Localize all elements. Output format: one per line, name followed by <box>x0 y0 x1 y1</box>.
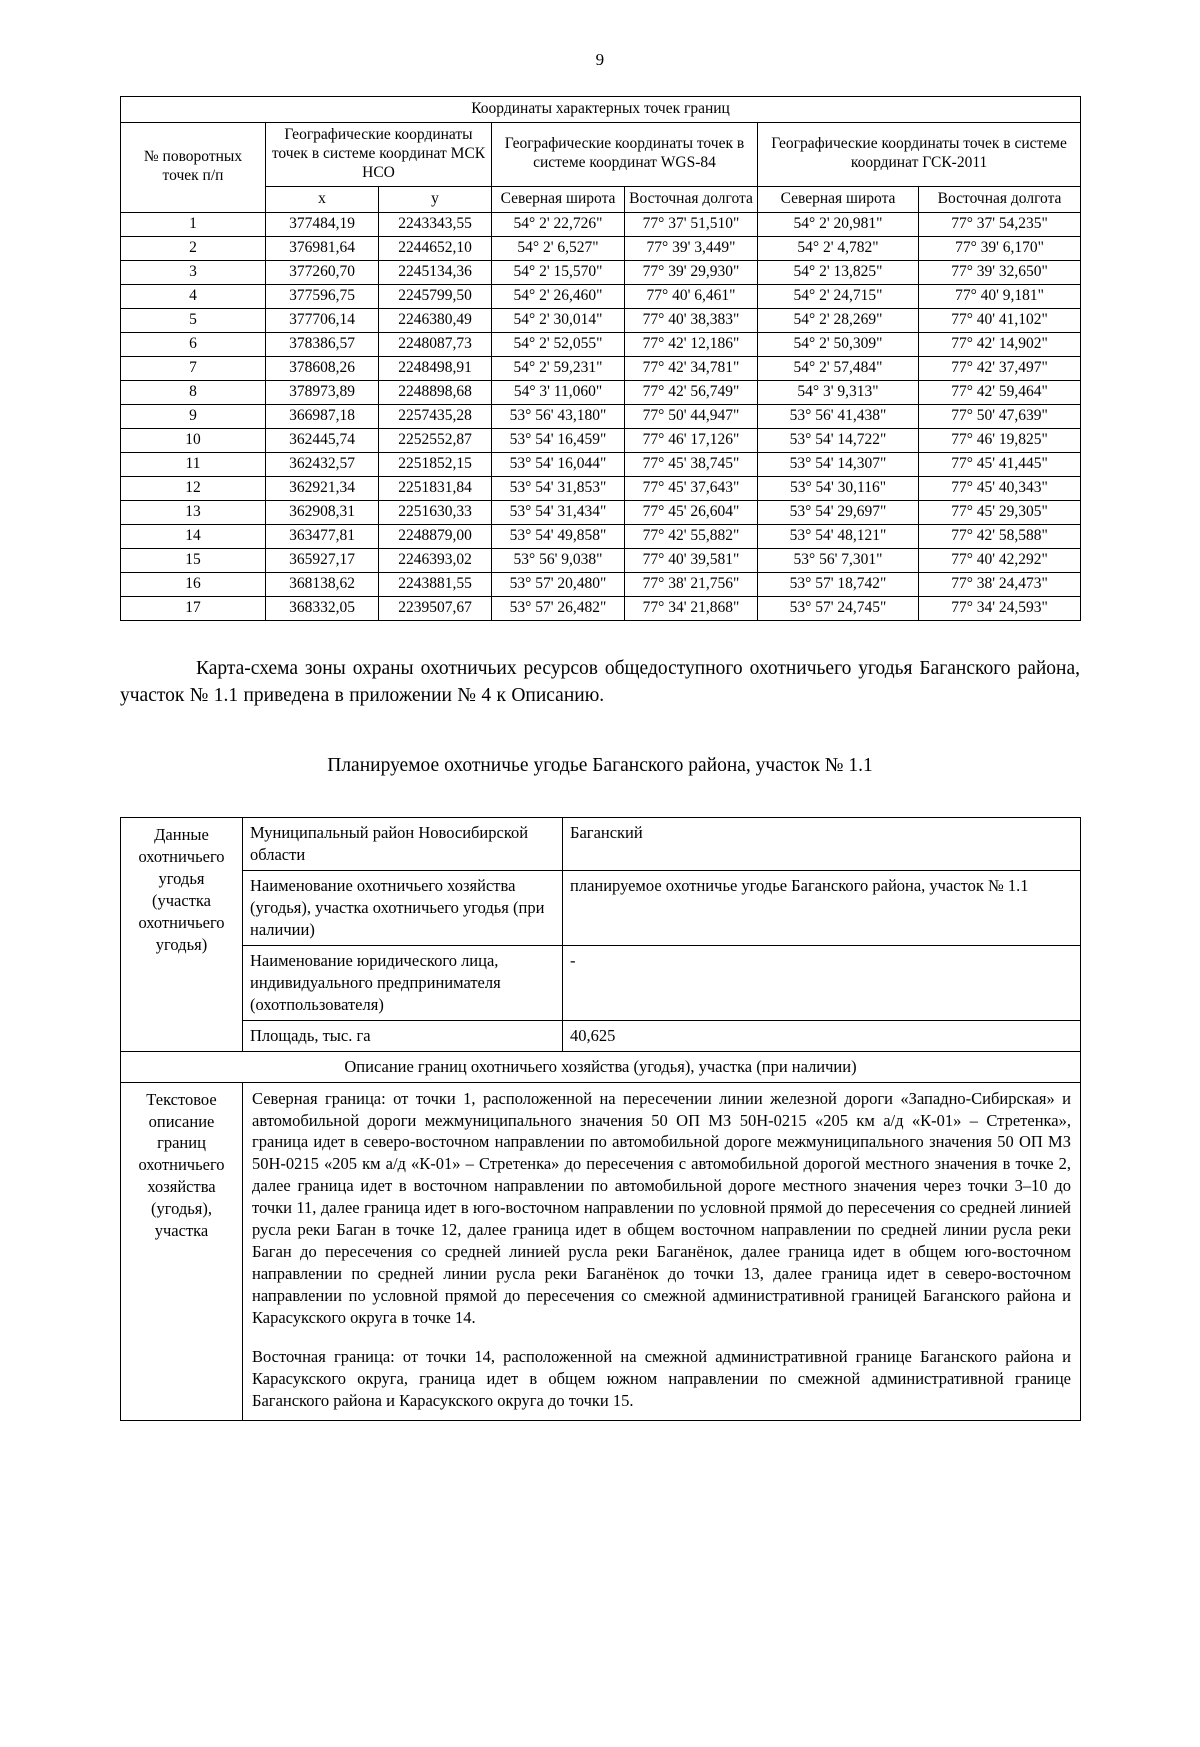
table-row <box>121 380 1081 404</box>
border-description-paragraph-east: Восточная граница: от точки 14, расположенной на смежной административной границе Баганского района и Карасукского округа, граница идет в общем южном направлении по смежной административной границе Баганского района и Карасукского округа до точки 15. <box>252 1346 1071 1410</box>
cell-point-number: 8 <box>121 380 266 404</box>
info-spanning-header: Описание границ охотничьего хозяйства (угодья), участка (при наличии) <box>121 1051 1081 1082</box>
header-gsk-latitude: Северная широта <box>758 186 919 212</box>
cell-gsk-lat: 53° 54' 30,116" <box>758 476 919 500</box>
cell-gsk-lon: 77° 34' 24,593" <box>919 596 1081 620</box>
coordinate-table-container <box>120 96 1080 621</box>
cell-gsk-lat: 54° 2' 57,484" <box>758 356 919 380</box>
hunting-ground-info-table <box>120 817 1081 1421</box>
cell-wgs-lat: 53° 54' 16,044" <box>492 452 625 476</box>
cell-msk-y: 2251852,15 <box>379 452 492 476</box>
table-row <box>121 548 1081 572</box>
cell-point-number: 9 <box>121 404 266 428</box>
info-value-ground-name: планируемое охотничье угодье Баганского района, участок № 1.1 <box>563 871 1081 946</box>
cell-msk-y: 2248498,91 <box>379 356 492 380</box>
border-description-paragraph-north: Северная граница: от точки 1, расположенной на пересечении линии железной дороги «Западно-Сибирская» и автомобильной дороги межмуниципального значения 50 ОП МЗ 50Н-0215 «205 км а/д «К-01» – Стретенка», граница идет в северо-восточном направлении по автомобильной дороге межмуниципального значения 50 ОП МЗ 50Н-0215 «205 км а/д «К-01» – Стретенка» до пересечения с автомобильной дорогой местного значения в точке 2, далее граница идет в восточном направлении по автомобильной дороге местного значения через точки 3–10 до точки 11, далее граница идет в юго-восточном направлении по условной прямой до пересечения со средней линией русла реки Баган в точке 12, далее граница идет в общем восточном направлении по средней линии русла реки Баган до пересечения со средней линией русла реки Баганёнок, далее граница идет в общем юго-восточном направлении по средней линии русла реки Баганёнок до точки 13, далее граница идет в северо-восточном направлении по условной прямой до пересечения со смежной административной границей Баганского района и Карасукского округа в точке 14. <box>252 1088 1071 1327</box>
table-row <box>121 524 1081 548</box>
cell-gsk-lat: 53° 54' 29,697" <box>758 500 919 524</box>
header-point-number: № поворотных точек п/п <box>121 122 266 212</box>
cell-wgs-lat: 54° 2' 6,527" <box>492 236 625 260</box>
map-scheme-paragraph: Карта-схема зоны охраны охотничьих ресурсов общедоступного охотничьего угодья Баганского района, участок № 1.1 приведена в приложении № 4 к Описанию. <box>120 657 1080 707</box>
cell-gsk-lon: 77° 40' 41,102" <box>919 308 1081 332</box>
cell-msk-x: 368138,62 <box>266 572 379 596</box>
cell-wgs-lon: 77° 42' 34,781" <box>625 356 758 380</box>
cell-msk-x: 363477,81 <box>266 524 379 548</box>
cell-msk-y: 2251630,33 <box>379 500 492 524</box>
cell-point-number: 16 <box>121 572 266 596</box>
cell-gsk-lon: 77° 37' 54,235" <box>919 212 1081 236</box>
info-row <box>121 871 1081 946</box>
cell-gsk-lat: 53° 54' 48,121" <box>758 524 919 548</box>
cell-wgs-lat: 54° 2' 15,570" <box>492 260 625 284</box>
cell-point-number: 5 <box>121 308 266 332</box>
cell-wgs-lon: 77° 45' 37,643" <box>625 476 758 500</box>
info-key-legal-entity: Наименование юридического лица, индивидуального предпринимателя (охотпользователя) <box>243 945 563 1020</box>
cell-msk-x: 377596,75 <box>266 284 379 308</box>
table-row <box>121 284 1081 308</box>
cell-point-number: 11 <box>121 452 266 476</box>
cell-wgs-lat: 53° 57' 26,482" <box>492 596 625 620</box>
table-header-row-group <box>121 122 1081 186</box>
cell-wgs-lon: 77° 39' 29,930" <box>625 260 758 284</box>
cell-gsk-lon: 77° 38' 24,473" <box>919 572 1081 596</box>
section-title: Планируемое охотничье угодье Баганского района, участок № 1.1 <box>327 754 873 776</box>
coordinate-table-body <box>121 212 1081 620</box>
cell-gsk-lon: 77° 42' 59,464" <box>919 380 1081 404</box>
cell-gsk-lon: 77° 42' 58,588" <box>919 524 1081 548</box>
info-row <box>121 945 1081 1020</box>
cell-msk-y: 2246393,02 <box>379 548 492 572</box>
cell-wgs-lon: 77° 46' 17,126" <box>625 428 758 452</box>
coordinate-table-caption: Координаты характерных точек границ <box>121 97 1081 123</box>
info-table-container <box>120 817 1080 1421</box>
cell-msk-x: 362921,34 <box>266 476 379 500</box>
table-caption-row <box>121 97 1081 123</box>
cell-gsk-lat: 53° 54' 14,722" <box>758 428 919 452</box>
cell-gsk-lat: 53° 57' 24,745" <box>758 596 919 620</box>
cell-point-number: 12 <box>121 476 266 500</box>
info-key-municipal-district: Муниципальный район Новосибирской области <box>243 818 563 871</box>
cell-msk-y: 2243343,55 <box>379 212 492 236</box>
coordinate-table-head <box>121 97 1081 213</box>
table-row <box>121 500 1081 524</box>
cell-msk-x: 362432,57 <box>266 452 379 476</box>
table-row <box>121 212 1081 236</box>
cell-wgs-lat: 54° 2' 52,055" <box>492 332 625 356</box>
cell-gsk-lat: 53° 54' 14,307" <box>758 452 919 476</box>
cell-wgs-lon: 77° 38' 21,756" <box>625 572 758 596</box>
cell-gsk-lon: 77° 50' 47,639" <box>919 404 1081 428</box>
table-row <box>121 356 1081 380</box>
cell-wgs-lon: 77° 45' 26,604" <box>625 500 758 524</box>
cell-msk-y: 2257435,28 <box>379 404 492 428</box>
cell-wgs-lat: 53° 57' 20,480" <box>492 572 625 596</box>
info-row <box>121 1020 1081 1051</box>
cell-gsk-lat: 53° 56' 41,438" <box>758 404 919 428</box>
header-gsk2011: Географические координаты точек в системе координат ГСК-2011 <box>758 122 1081 186</box>
cell-wgs-lat: 53° 54' 16,459" <box>492 428 625 452</box>
cell-point-number: 14 <box>121 524 266 548</box>
page-number: 9 <box>595 50 605 69</box>
cell-msk-x: 378386,57 <box>266 332 379 356</box>
table-row <box>121 596 1081 620</box>
cell-msk-y: 2245134,36 <box>379 260 492 284</box>
cell-msk-y: 2243881,55 <box>379 572 492 596</box>
header-msk-nso: Географические координаты точек в системе координат МСК НСО <box>266 122 492 186</box>
cell-gsk-lat: 54° 2' 28,269" <box>758 308 919 332</box>
cell-msk-x: 378608,26 <box>266 356 379 380</box>
header-wgs84: Географические координаты точек в системе координат WGS-84 <box>492 122 758 186</box>
cell-point-number: 10 <box>121 428 266 452</box>
cell-wgs-lon: 77° 42' 56,749" <box>625 380 758 404</box>
cell-msk-y: 2248879,00 <box>379 524 492 548</box>
cell-wgs-lat: 53° 54' 31,853" <box>492 476 625 500</box>
cell-wgs-lat: 54° 3' 11,060" <box>492 380 625 404</box>
header-wgs-longitude: Восточная долгота <box>625 186 758 212</box>
cell-point-number: 3 <box>121 260 266 284</box>
header-y: у <box>379 186 492 212</box>
cell-wgs-lon: 77° 40' 39,581" <box>625 548 758 572</box>
cell-gsk-lat: 54° 3' 9,313" <box>758 380 919 404</box>
cell-msk-x: 377706,14 <box>266 308 379 332</box>
cell-msk-y: 2248087,73 <box>379 332 492 356</box>
info-row <box>121 818 1081 871</box>
cell-wgs-lon: 77° 42' 55,882" <box>625 524 758 548</box>
cell-msk-x: 365927,17 <box>266 548 379 572</box>
table-row <box>121 260 1081 284</box>
cell-gsk-lat: 54° 2' 4,782" <box>758 236 919 260</box>
cell-wgs-lat: 53° 56' 43,180" <box>492 404 625 428</box>
cell-gsk-lon: 77° 42' 14,902" <box>919 332 1081 356</box>
cell-gsk-lat: 54° 2' 20,981" <box>758 212 919 236</box>
cell-msk-x: 368332,05 <box>266 596 379 620</box>
cell-gsk-lon: 77° 39' 6,170" <box>919 236 1081 260</box>
cell-msk-y: 2246380,49 <box>379 308 492 332</box>
cell-wgs-lat: 54° 2' 30,014" <box>492 308 625 332</box>
cell-point-number: 4 <box>121 284 266 308</box>
document-page <box>0 50 1200 1747</box>
info-value-area: 40,625 <box>563 1020 1081 1051</box>
cell-gsk-lon: 77° 40' 9,181" <box>919 284 1081 308</box>
cell-wgs-lat: 54° 2' 22,726" <box>492 212 625 236</box>
table-row <box>121 308 1081 332</box>
cell-gsk-lon: 77° 39' 32,650" <box>919 260 1081 284</box>
cell-wgs-lat: 54° 2' 26,460" <box>492 284 625 308</box>
table-row <box>121 428 1081 452</box>
cell-gsk-lat: 54° 2' 50,309" <box>758 332 919 356</box>
cell-msk-y: 2245799,50 <box>379 284 492 308</box>
cell-wgs-lon: 77° 40' 6,461" <box>625 284 758 308</box>
cell-msk-x: 378973,89 <box>266 380 379 404</box>
info-value-municipal-district: Баганский <box>563 818 1081 871</box>
cell-gsk-lat: 54° 2' 24,715" <box>758 284 919 308</box>
cell-point-number: 17 <box>121 596 266 620</box>
cell-wgs-lat: 54° 2' 59,231" <box>492 356 625 380</box>
info-spanning-header-row <box>121 1051 1081 1082</box>
cell-msk-y: 2239507,67 <box>379 596 492 620</box>
header-x: х <box>266 186 379 212</box>
cell-point-number: 15 <box>121 548 266 572</box>
table-row <box>121 452 1081 476</box>
cell-msk-x: 366987,18 <box>266 404 379 428</box>
cell-point-number: 2 <box>121 236 266 260</box>
info-side-label-data: Данные охотничьего угодья (участка охотничьего угодья) <box>121 818 243 1051</box>
cell-gsk-lon: 77° 42' 37,497" <box>919 356 1081 380</box>
cell-msk-x: 377260,70 <box>266 260 379 284</box>
cell-gsk-lon: 77° 45' 29,305" <box>919 500 1081 524</box>
table-row <box>121 404 1081 428</box>
header-gsk-longitude: Восточная долгота <box>919 186 1081 212</box>
cell-msk-x: 376981,64 <box>266 236 379 260</box>
cell-point-number: 7 <box>121 356 266 380</box>
info-key-area: Площадь, тыс. га <box>243 1020 563 1051</box>
cell-gsk-lat: 53° 57' 18,742" <box>758 572 919 596</box>
cell-wgs-lon: 77° 39' 3,449" <box>625 236 758 260</box>
cell-msk-x: 362445,74 <box>266 428 379 452</box>
cell-wgs-lon: 77° 50' 44,947" <box>625 404 758 428</box>
cell-gsk-lon: 77° 45' 41,445" <box>919 452 1081 476</box>
table-row <box>121 476 1081 500</box>
table-row <box>121 332 1081 356</box>
border-description-cell <box>243 1082 1081 1420</box>
cell-wgs-lon: 77° 45' 38,745" <box>625 452 758 476</box>
cell-gsk-lat: 53° 56' 7,301" <box>758 548 919 572</box>
cell-wgs-lon: 77° 42' 12,186" <box>625 332 758 356</box>
cell-wgs-lon: 77° 34' 21,868" <box>625 596 758 620</box>
cell-msk-y: 2244652,10 <box>379 236 492 260</box>
cell-wgs-lat: 53° 56' 9,038" <box>492 548 625 572</box>
info-value-legal-entity: - <box>563 945 1081 1020</box>
cell-gsk-lon: 77° 45' 40,343" <box>919 476 1081 500</box>
cell-gsk-lon: 77° 46' 19,825" <box>919 428 1081 452</box>
cell-wgs-lon: 77° 40' 38,383" <box>625 308 758 332</box>
cell-gsk-lat: 54° 2' 13,825" <box>758 260 919 284</box>
cell-msk-x: 377484,19 <box>266 212 379 236</box>
table-row <box>121 236 1081 260</box>
info-description-row <box>121 1082 1081 1420</box>
info-key-ground-name: Наименование охотничьего хозяйства (угодья), участка охотничьего угодья (при наличии) <box>243 871 563 946</box>
cell-point-number: 6 <box>121 332 266 356</box>
cell-msk-y: 2251831,84 <box>379 476 492 500</box>
cell-msk-y: 2252552,87 <box>379 428 492 452</box>
info-side-label-description: Текстовое описание границ охотничьего хозяйства (угодья), участка <box>121 1082 243 1420</box>
cell-wgs-lat: 53° 54' 31,434" <box>492 500 625 524</box>
cell-msk-y: 2248898,68 <box>379 380 492 404</box>
cell-gsk-lon: 77° 40' 42,292" <box>919 548 1081 572</box>
header-wgs-latitude: Северная широта <box>492 186 625 212</box>
cell-wgs-lat: 53° 54' 49,858" <box>492 524 625 548</box>
cell-wgs-lon: 77° 37' 51,510" <box>625 212 758 236</box>
coordinate-table <box>120 96 1081 621</box>
cell-msk-x: 362908,31 <box>266 500 379 524</box>
cell-point-number: 1 <box>121 212 266 236</box>
table-row <box>121 572 1081 596</box>
cell-point-number: 13 <box>121 500 266 524</box>
